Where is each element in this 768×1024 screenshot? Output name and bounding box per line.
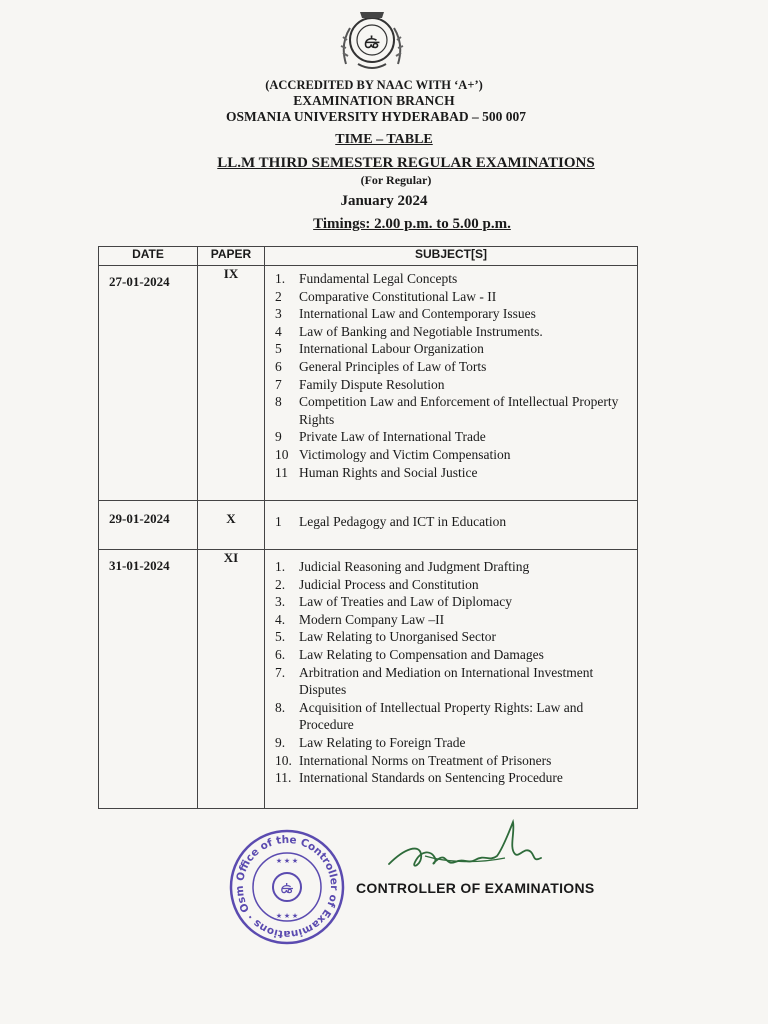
row-paper: IX xyxy=(198,266,265,501)
subject-number: 1 xyxy=(275,514,282,529)
subject-number: 4. xyxy=(275,611,286,627)
subject-text: Private Law of International Trade xyxy=(299,429,486,445)
office-seal-stamp xyxy=(228,828,346,946)
header-date: DATE xyxy=(99,247,198,266)
subject-item xyxy=(275,734,637,752)
subject-number: 8 xyxy=(275,394,282,410)
subject-item xyxy=(275,646,637,664)
subject-number: 1. xyxy=(275,559,286,574)
subject-number: 7. xyxy=(275,664,286,680)
table-row xyxy=(99,266,638,501)
subject-number: 11 xyxy=(275,464,288,480)
subject-item xyxy=(275,593,637,611)
doc-title: TIME – TABLE xyxy=(335,132,433,147)
table-row xyxy=(99,501,638,550)
subject-number: 5 xyxy=(275,341,282,357)
subject-item xyxy=(275,340,637,358)
subject-text: Law of Treaties and Law of Diplomacy xyxy=(299,594,512,610)
subject-text: Fundamental Legal Concepts xyxy=(299,271,458,286)
row-paper: X xyxy=(198,501,265,550)
month-line: January 2024 xyxy=(340,193,428,209)
subject-text: Arbitration and Mediation on International Investment Disputes xyxy=(299,664,594,698)
subject-number: 2. xyxy=(275,576,286,592)
subject-item xyxy=(275,576,637,594)
subject-text: Human Rights and Social Justice xyxy=(299,464,478,480)
subject-text: Family Dispute Resolution xyxy=(299,376,445,392)
subject-number: 10 xyxy=(275,446,289,462)
accreditation-line: (ACCREDITED BY NAAC WITH ‘A+’) xyxy=(265,78,483,92)
signatory-title: CONTROLLER OF EXAMINATIONS xyxy=(356,880,595,896)
subject-list xyxy=(265,266,638,501)
subject-item xyxy=(275,628,637,646)
subject-text: General Principles of Law of Torts xyxy=(299,358,487,374)
subject-text: Law Relating to Unorganised Sector xyxy=(299,629,496,645)
table-row xyxy=(99,550,638,809)
subject-list xyxy=(265,501,638,550)
subject-text: Judicial Process and Constitution xyxy=(299,576,479,592)
subject-item xyxy=(275,358,637,376)
subject-item xyxy=(275,699,637,734)
subject-text: Competition Law and Enforcement of Intellectual Property Rights xyxy=(299,394,619,427)
subject-item xyxy=(275,513,637,531)
subject-item xyxy=(275,664,637,699)
subject-text: Judicial Reasoning and Judgment Drafting xyxy=(299,559,530,574)
subject-item xyxy=(275,752,637,770)
timings-line: Timings: 2.00 p.m. to 5.00 p.m. xyxy=(313,216,511,232)
subject-number: 1. xyxy=(275,271,286,286)
subject-list xyxy=(265,550,638,809)
subject-item xyxy=(275,464,637,482)
controller-signature xyxy=(385,818,545,880)
header-paper: PAPER xyxy=(198,247,265,266)
svg-text:★ ★ ★: ★ ★ ★ xyxy=(275,857,299,865)
subject-number: 6 xyxy=(275,358,282,374)
university-emblem xyxy=(336,6,408,72)
subject-text: International Law and Contemporary Issues xyxy=(299,306,536,322)
subject-number: 4 xyxy=(275,323,282,339)
subject-item xyxy=(275,270,637,288)
row-paper: XI xyxy=(198,550,265,809)
svg-text:Office of the Controller of Ex: Office of the Controller of Examinations · Osm xyxy=(233,833,341,941)
subject-item xyxy=(275,393,637,428)
branch-line: EXAMINATION BRANCH xyxy=(293,93,455,108)
svg-text:ఉ: ఉ xyxy=(280,878,294,897)
subject-number: 8. xyxy=(275,699,286,715)
subject-item xyxy=(275,769,637,787)
subject-number: 9. xyxy=(275,734,286,750)
subject-number: 3. xyxy=(275,594,286,610)
subject-item xyxy=(275,376,637,394)
sub-title: (For Regular) xyxy=(360,173,432,187)
subject-number: 2 xyxy=(275,288,282,304)
subject-text: Comparative Constitutional Law - II xyxy=(299,288,497,304)
subject-item xyxy=(275,305,637,323)
row-date: 31-01-2024 xyxy=(99,550,198,809)
subject-item xyxy=(275,288,637,306)
subject-number: 3 xyxy=(275,306,282,322)
subject-number: 9 xyxy=(275,429,282,445)
subject-text: International Labour Organization xyxy=(299,341,484,357)
subject-item xyxy=(275,558,637,576)
timetable xyxy=(98,246,638,809)
exam-title: LL.M THIRD SEMESTER REGULAR EXAMINATIONS xyxy=(217,155,595,171)
header-subject: SUBJECT[S] xyxy=(265,247,638,266)
subject-text: Modern Company Law –II xyxy=(299,611,445,627)
subject-text: Law of Banking and Negotiable Instruments. xyxy=(299,323,543,339)
subject-item xyxy=(275,428,637,446)
subject-text: International Standards on Sentencing Procedure xyxy=(299,770,563,786)
subject-text: Law Relating to Foreign Trade xyxy=(299,734,466,750)
row-date: 27-01-2024 xyxy=(99,266,198,501)
subject-number: 10. xyxy=(275,752,292,768)
subject-text: International Norms on Treatment of Prisoners xyxy=(299,752,552,768)
subject-number: 6. xyxy=(275,646,286,662)
university-line: OSMANIA UNIVERSITY HYDERABAD – 500 007 xyxy=(226,109,526,124)
subject-text: Acquisition of Intellectual Property Rights: Law and Procedure xyxy=(299,699,584,733)
subject-number: 11. xyxy=(275,770,292,786)
subject-item xyxy=(275,323,637,341)
subject-number: 7 xyxy=(275,376,282,392)
svg-text:ఉ: ఉ xyxy=(364,29,380,53)
subject-item xyxy=(275,446,637,464)
row-date: 29-01-2024 xyxy=(99,501,198,550)
subject-number: 5. xyxy=(275,629,286,645)
table-header-row xyxy=(99,247,638,266)
svg-text:★ ★ ★: ★ ★ ★ xyxy=(275,912,299,920)
subject-text: Victimology and Victim Compensation xyxy=(299,446,511,462)
subject-item xyxy=(275,611,637,629)
subject-text: Legal Pedagogy and ICT in Education xyxy=(299,514,507,529)
subject-text: Law Relating to Compensation and Damages xyxy=(299,646,544,662)
